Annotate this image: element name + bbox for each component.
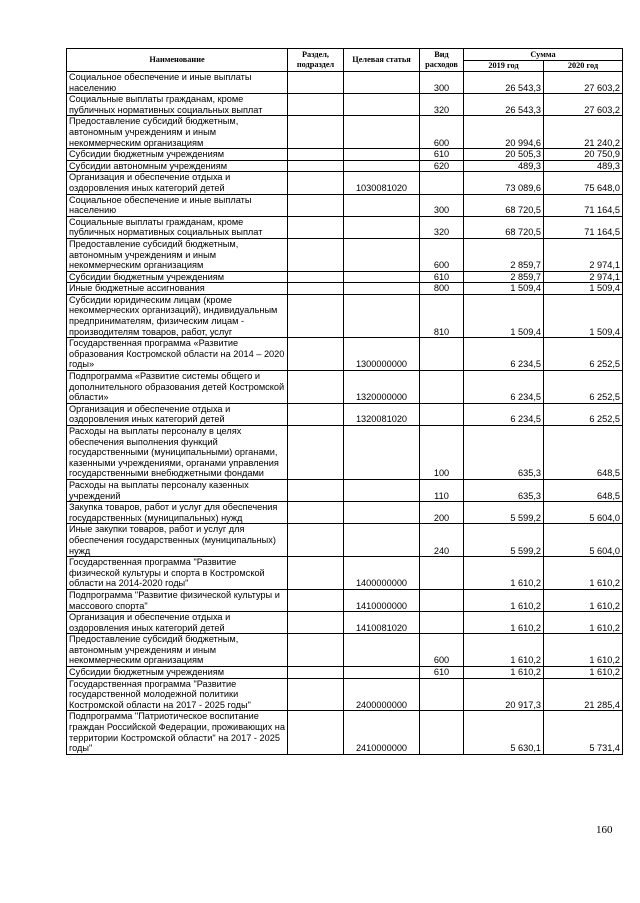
cell-kind xyxy=(420,403,464,425)
cell-y2019: 1 509,4 xyxy=(464,294,544,337)
cell-y2020: 648,5 xyxy=(544,426,623,480)
table-row xyxy=(67,72,623,94)
cell-kind: 200 xyxy=(420,502,464,524)
cell-y2019: 2 859,7 xyxy=(464,238,544,271)
table-row xyxy=(67,216,623,238)
cell-y2019: 20 505,3 xyxy=(464,149,544,161)
cell-kind: 620 xyxy=(420,160,464,172)
cell-kind: 800 xyxy=(420,283,464,295)
cell-section xyxy=(288,338,344,371)
cell-target xyxy=(344,667,420,679)
cell-y2019: 20 994,6 xyxy=(464,116,544,149)
cell-y2020: 6 252,5 xyxy=(544,403,623,425)
cell-target xyxy=(344,238,420,271)
cell-y2020: 1 610,2 xyxy=(544,589,623,611)
cell-section xyxy=(288,283,344,295)
table-row xyxy=(67,172,623,194)
cell-target xyxy=(344,479,420,501)
cell-section xyxy=(288,149,344,161)
cell-target xyxy=(344,634,420,667)
cell-name: Субсидии юридическим лицам (кроме некоммерческих организаций), индивидуальным предпринимателям, физическим лицам - производителям товаров, работ, услуг xyxy=(67,294,288,337)
cell-y2020: 1 509,4 xyxy=(544,294,623,337)
table-row xyxy=(67,557,623,590)
budget-table xyxy=(66,48,623,755)
cell-section xyxy=(288,160,344,172)
cell-y2019: 6 234,5 xyxy=(464,371,544,404)
cell-target xyxy=(344,160,420,172)
cell-kind: 240 xyxy=(420,524,464,557)
cell-kind xyxy=(420,371,464,404)
cell-section xyxy=(288,238,344,271)
cell-y2019: 6 234,5 xyxy=(464,338,544,371)
cell-y2020: 2 974,1 xyxy=(544,271,623,283)
cell-section xyxy=(288,72,344,94)
table-row xyxy=(67,711,623,754)
cell-name: Иные закупки товаров, работ и услуг для обеспечения государственных (муниципальных) нужд xyxy=(67,524,288,557)
cell-kind: 300 xyxy=(420,72,464,94)
header-kind: Вид расходов xyxy=(420,49,464,72)
cell-target xyxy=(344,426,420,480)
cell-name: Государственная программа «Развитие образования Костромской области на 2014 – 2020 годы» xyxy=(67,338,288,371)
cell-target: 1410000000 xyxy=(344,589,420,611)
cell-section xyxy=(288,371,344,404)
page-number: 160 xyxy=(596,824,613,836)
cell-kind xyxy=(420,172,464,194)
cell-y2020: 71 164,5 xyxy=(544,216,623,238)
cell-target xyxy=(344,216,420,238)
table-row xyxy=(67,283,623,295)
cell-section xyxy=(288,479,344,501)
cell-target xyxy=(344,94,420,116)
cell-name: Субсидии бюджетным учреждениям xyxy=(67,149,288,161)
table-row xyxy=(67,524,623,557)
cell-section xyxy=(288,294,344,337)
cell-target xyxy=(344,271,420,283)
cell-y2019: 26 543,3 xyxy=(464,94,544,116)
cell-kind: 600 xyxy=(420,634,464,667)
cell-name: Предоставление субсидий бюджетным, автономным учреждениям и иным некоммерческим организациям xyxy=(67,116,288,149)
cell-section xyxy=(288,403,344,425)
cell-target xyxy=(344,294,420,337)
cell-kind xyxy=(420,557,464,590)
cell-target xyxy=(344,194,420,216)
cell-y2020: 6 252,5 xyxy=(544,371,623,404)
cell-target xyxy=(344,149,420,161)
cell-kind: 600 xyxy=(420,238,464,271)
cell-y2019: 1 610,2 xyxy=(464,667,544,679)
table-header xyxy=(67,49,623,72)
cell-y2019: 1 610,2 xyxy=(464,634,544,667)
cell-kind: 320 xyxy=(420,216,464,238)
header-target: Целевая статья xyxy=(344,49,420,72)
table-row xyxy=(67,589,623,611)
cell-name: Социальные выплаты гражданам, кроме публичных нормативных социальных выплат xyxy=(67,94,288,116)
cell-target xyxy=(344,502,420,524)
header-section: Раздел, подраздел xyxy=(288,49,344,72)
cell-y2019: 635,3 xyxy=(464,426,544,480)
cell-y2020: 27 603,2 xyxy=(544,94,623,116)
table-row xyxy=(67,403,623,425)
cell-target: 2400000000 xyxy=(344,678,420,711)
cell-y2019: 489,3 xyxy=(464,160,544,172)
cell-name: Субсидии бюджетным учреждениям xyxy=(67,271,288,283)
cell-section xyxy=(288,557,344,590)
cell-y2019: 2 859,7 xyxy=(464,271,544,283)
cell-name: Организация и обеспечение отдыха и оздоровления иных категорий детей xyxy=(67,612,288,634)
cell-name: Организация и обеспечение отдыха и оздоровления иных категорий детей xyxy=(67,403,288,425)
cell-y2020: 5 604,0 xyxy=(544,524,623,557)
cell-y2020: 1 610,2 xyxy=(544,667,623,679)
table-row xyxy=(67,94,623,116)
header-sum: Сумма xyxy=(464,49,623,61)
cell-y2019: 68 720,5 xyxy=(464,216,544,238)
table-row xyxy=(67,338,623,371)
cell-target: 1410081020 xyxy=(344,612,420,634)
header-name: Наименование xyxy=(67,49,288,72)
cell-name: Государственная программа "Развитие физической культуры и спорта в Костромской области на 2014-2020 годы" xyxy=(67,557,288,590)
cell-kind xyxy=(420,612,464,634)
cell-name: Организация и обеспечение отдыха и оздоровления иных категорий детей xyxy=(67,172,288,194)
cell-y2020: 1 610,2 xyxy=(544,557,623,590)
cell-section xyxy=(288,116,344,149)
cell-y2019: 26 543,3 xyxy=(464,72,544,94)
cell-y2020: 75 648,0 xyxy=(544,172,623,194)
table-row xyxy=(67,634,623,667)
cell-section xyxy=(288,524,344,557)
cell-kind: 110 xyxy=(420,479,464,501)
cell-y2020: 2 974,1 xyxy=(544,238,623,271)
table-row xyxy=(67,479,623,501)
cell-target xyxy=(344,72,420,94)
cell-section xyxy=(288,678,344,711)
cell-target: 1400000000 xyxy=(344,557,420,590)
cell-y2020: 20 750,9 xyxy=(544,149,623,161)
cell-y2020: 21 240,2 xyxy=(544,116,623,149)
cell-y2020: 5 731,4 xyxy=(544,711,623,754)
cell-kind xyxy=(420,678,464,711)
cell-y2020: 27 603,2 xyxy=(544,72,623,94)
cell-section xyxy=(288,216,344,238)
cell-name: Подпрограмма "Патриотическое воспитание граждан Российской Федерации, проживающих на территории Костромской области" на 2017 - 2025 годы" xyxy=(67,711,288,754)
cell-section xyxy=(288,502,344,524)
cell-name: Подпрограмма "Развитие физической культуры и массового спорта" xyxy=(67,589,288,611)
cell-section xyxy=(288,271,344,283)
table-row xyxy=(67,371,623,404)
table-row xyxy=(67,271,623,283)
cell-kind: 610 xyxy=(420,667,464,679)
cell-y2019: 68 720,5 xyxy=(464,194,544,216)
table-row xyxy=(67,502,623,524)
cell-name: Социальное обеспечение и иные выплаты населению xyxy=(67,194,288,216)
table-row xyxy=(67,426,623,480)
cell-y2020: 1 610,2 xyxy=(544,612,623,634)
cell-name: Предоставление субсидий бюджетным, автономным учреждениям и иным некоммерческим организациям xyxy=(67,238,288,271)
table-row xyxy=(67,149,623,161)
cell-name: Субсидии автономным учреждениям xyxy=(67,160,288,172)
cell-y2020: 489,3 xyxy=(544,160,623,172)
cell-y2019: 1 610,2 xyxy=(464,612,544,634)
cell-target xyxy=(344,524,420,557)
cell-section xyxy=(288,194,344,216)
cell-name: Государственная программа "Развитие государственной молодежной политики Костромской области на 2017 - 2025 годы" xyxy=(67,678,288,711)
cell-name: Расходы на выплаты персоналу в целях обеспечения выполнения функций государственными (муниципальными) органами, казенными учреждениями, органами управления государственными внебюджетными фондами xyxy=(67,426,288,480)
cell-kind: 300 xyxy=(420,194,464,216)
cell-section xyxy=(288,94,344,116)
cell-y2019: 6 234,5 xyxy=(464,403,544,425)
cell-section xyxy=(288,667,344,679)
cell-section xyxy=(288,612,344,634)
cell-section xyxy=(288,426,344,480)
cell-kind: 610 xyxy=(420,271,464,283)
cell-target: 1320081020 xyxy=(344,403,420,425)
cell-y2019: 5 599,2 xyxy=(464,524,544,557)
cell-name: Субсидии бюджетным учреждениям xyxy=(67,667,288,679)
cell-y2019: 5 599,2 xyxy=(464,502,544,524)
cell-target xyxy=(344,283,420,295)
table-row xyxy=(67,160,623,172)
cell-name: Расходы на выплаты персоналу казенных учреждений xyxy=(67,479,288,501)
cell-name: Иные бюджетные ассигнования xyxy=(67,283,288,295)
cell-target: 1320000000 xyxy=(344,371,420,404)
table-row xyxy=(67,678,623,711)
cell-y2020: 21 285,4 xyxy=(544,678,623,711)
cell-name: Социальное обеспечение и иные выплаты населению xyxy=(67,72,288,94)
cell-kind: 600 xyxy=(420,116,464,149)
table-row xyxy=(67,294,623,337)
cell-y2020: 1 610,2 xyxy=(544,634,623,667)
cell-section xyxy=(288,711,344,754)
cell-y2019: 1 509,4 xyxy=(464,283,544,295)
cell-y2020: 6 252,5 xyxy=(544,338,623,371)
cell-kind: 320 xyxy=(420,94,464,116)
cell-name: Предоставление субсидий бюджетным, автономным учреждениям и иным некоммерческим организациям xyxy=(67,634,288,667)
cell-name: Социальные выплаты гражданам, кроме публичных нормативных социальных выплат xyxy=(67,216,288,238)
cell-section xyxy=(288,634,344,667)
cell-target: 1030081020 xyxy=(344,172,420,194)
cell-y2020: 5 604,0 xyxy=(544,502,623,524)
table-row xyxy=(67,238,623,271)
table-row xyxy=(67,116,623,149)
cell-y2020: 1 509,4 xyxy=(544,283,623,295)
cell-target: 2410000000 xyxy=(344,711,420,754)
cell-kind: 610 xyxy=(420,149,464,161)
table-row xyxy=(67,612,623,634)
table-body xyxy=(67,72,623,755)
cell-section xyxy=(288,589,344,611)
cell-y2020: 648,5 xyxy=(544,479,623,501)
header-2020: 2020 год xyxy=(544,61,623,72)
cell-y2019: 1 610,2 xyxy=(464,589,544,611)
cell-y2020: 71 164,5 xyxy=(544,194,623,216)
cell-name: Подпрограмма «Развитие системы общего и дополнительного образования детей Костромской области» xyxy=(67,371,288,404)
cell-y2019: 635,3 xyxy=(464,479,544,501)
cell-y2019: 1 610,2 xyxy=(464,557,544,590)
cell-y2019: 5 630,1 xyxy=(464,711,544,754)
cell-section xyxy=(288,172,344,194)
cell-kind: 100 xyxy=(420,426,464,480)
cell-name: Закупка товаров, работ и услуг для обеспечения государственных (муниципальных) нужд xyxy=(67,502,288,524)
cell-kind xyxy=(420,589,464,611)
table-row xyxy=(67,667,623,679)
cell-kind xyxy=(420,338,464,371)
budget-table-page xyxy=(66,48,622,755)
cell-y2019: 20 917,3 xyxy=(464,678,544,711)
cell-target xyxy=(344,116,420,149)
cell-target: 1300000000 xyxy=(344,338,420,371)
cell-y2019: 73 089,6 xyxy=(464,172,544,194)
table-row xyxy=(67,194,623,216)
cell-kind xyxy=(420,711,464,754)
header-2019: 2019 год xyxy=(464,61,544,72)
cell-kind: 810 xyxy=(420,294,464,337)
